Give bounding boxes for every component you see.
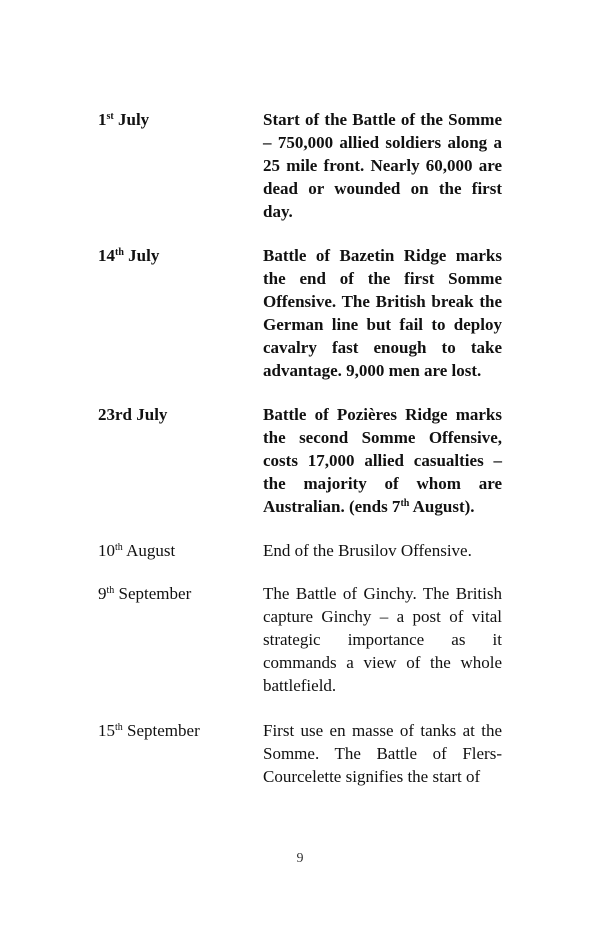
timeline-entry xyxy=(98,539,502,562)
timeline xyxy=(98,108,502,788)
timeline-entry xyxy=(98,403,502,518)
timeline-entry xyxy=(98,719,502,788)
timeline-entry xyxy=(98,108,502,223)
entry-description: Battle of Bazetin Ridge marks the end of the first Somme Offensive. The British break the German line but fail to deploy cavalry fast enough to take advantage. 9,000 men are lost. xyxy=(263,246,502,380)
entry-date: 1st July xyxy=(98,110,150,129)
entry-description: Start of the Battle of the Somme – 750,000 allied soldiers along a 25 mile front. Nearly 60,000 are dead or wounded on the first day. xyxy=(263,110,502,221)
entry-description: Battle of Pozières Ridge marks the second Somme Offensive, costs 17,000 allied casualties – the majority of whom are Australian. (ends 7th August). xyxy=(263,405,502,516)
timeline-entry xyxy=(98,582,502,697)
entry-date: 14th July xyxy=(98,246,160,265)
entry-date: 9th September xyxy=(98,584,192,603)
entry-date: 10th August xyxy=(98,541,176,560)
timeline-entry xyxy=(98,244,502,382)
entry-description: First use en masse of tanks at the Somme. The Battle of Flers-Courcelette signifies the start of xyxy=(263,721,502,786)
entry-description: The Battle of Ginchy. The British capture Ginchy – a post of vital strategic importance as it commands a view of the whole battlefield. xyxy=(263,584,502,695)
page-number: 9 xyxy=(296,851,304,866)
entry-date: 15th September xyxy=(98,721,200,740)
entry-description: End of the Brusilov Offensive. xyxy=(263,541,472,560)
entry-date: 23rd July xyxy=(98,405,168,424)
